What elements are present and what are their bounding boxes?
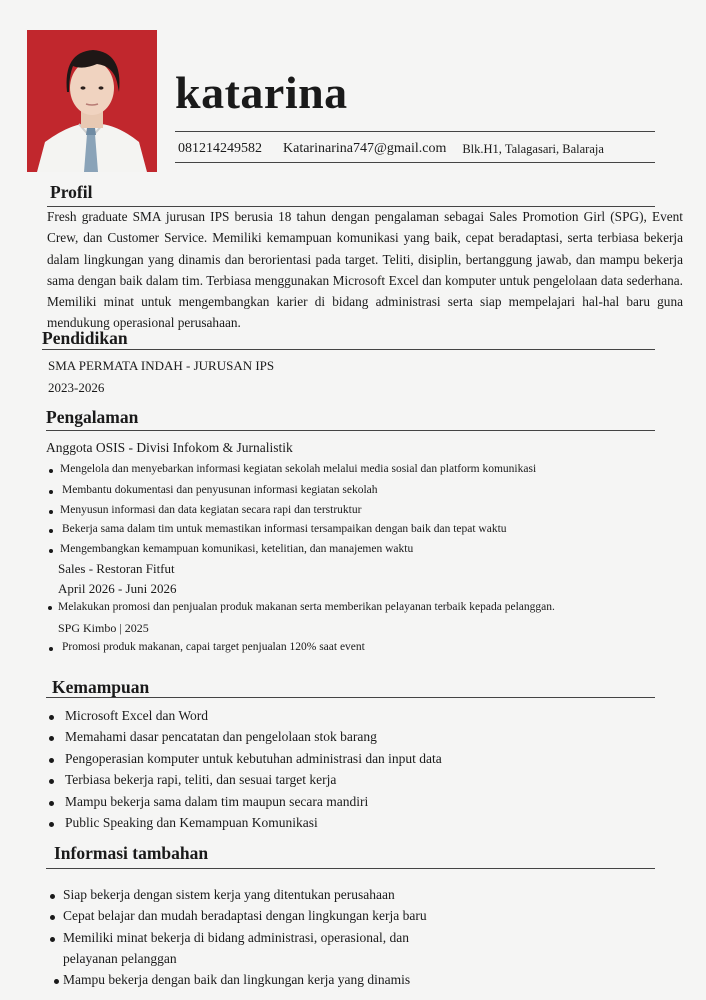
sales-role-period: April 2026 - Juni 2026 <box>58 581 177 596</box>
bullet-icon <box>49 469 53 473</box>
osis-item: Bekerja sama dalam tim untuk memastikan informasi tersampaikan dengan baik dan tepat waktu <box>62 523 507 535</box>
bullet-icon <box>49 510 53 514</box>
bullet-icon <box>49 822 54 827</box>
bullet-icon <box>49 758 54 763</box>
bullet-icon <box>50 915 55 920</box>
info-item: Cepat belajar dan mudah beradaptasi dengan lingkungan kerja baru <box>63 908 427 923</box>
bullet-icon <box>49 529 53 533</box>
kemampuan-heading: Kemampuan <box>52 677 150 697</box>
bullet-icon <box>49 779 54 784</box>
bullet-icon <box>54 979 59 984</box>
header-divider-top <box>175 131 655 132</box>
sales-item: Melakukan promosi dan penjualan produk makanan serta memberikan pelayanan terbaik kepada pelanggan. <box>58 601 555 613</box>
bullet-icon <box>49 549 53 553</box>
informasi-heading: Informasi tambahan <box>54 843 209 863</box>
osis-item: Mengembangkan kemampuan komunikasi, ketelitian, dan manajemen waktu <box>60 543 414 555</box>
profile-photo <box>27 30 157 172</box>
sales-role-title: Sales - Restoran Fitfut <box>58 561 175 576</box>
kemampuan-divider <box>46 697 655 698</box>
info-item-continued: pelayanan pelanggan <box>63 951 177 966</box>
pengalaman-heading: Pengalaman <box>46 407 139 427</box>
school-years: 2023-2026 <box>48 380 105 395</box>
osis-role-title: Anggota OSIS - Divisi Infokom & Jurnalistik <box>46 440 293 455</box>
info-item: Siap bekerja dengan sistem kerja yang ditentukan perusahaan <box>63 887 395 902</box>
skill-item: Terbiasa bekerja rapi, teliti, dan sesuai target kerja <box>65 772 337 787</box>
header-divider-bottom <box>175 162 655 163</box>
informasi-divider <box>46 868 655 869</box>
contact-info <box>178 141 658 157</box>
osis-item: Mengelola dan menyebarkan informasi kegiatan sekolah melalui media sosial dan platform komunikasi <box>60 463 537 475</box>
osis-item: Menyusun informasi dan data kegiatan secara rapi dan terstruktur <box>60 504 362 516</box>
candidate-name: katarina <box>175 67 348 118</box>
bullet-icon <box>49 736 54 741</box>
pendidikan-divider <box>42 349 655 350</box>
bullet-icon <box>49 715 54 720</box>
spg-role-title: SPG Kimbo | 2025 <box>58 621 149 635</box>
info-item: Memiliki minat bekerja di bidang administrasi, operasional, dan <box>63 930 410 945</box>
profil-summary: Fresh graduate SMA jurusan IPS berusia 18 tahun dengan pengalaman sebagai Sales Promotion Girl (SPG), Event Crew, dan Customer Service. Memiliki kemampuan komunikasi yang baik, cepat beradaptasi, serta terbiasa bekerja dalam lingkungan yang dinamis dan berorientasi pada target. Teliti, disiplin, bertanggung jawab, dan mampu bekerja sama dengan baik dalam tim. Terbiasa menggunakan Microsoft Excel dan komputer untuk pengelolaan data sederhana. Memiliki minat untuk mengembangkan karier di bidang administrasi serta siap mempelajari hal-hal baru guna mendukung operasional perusahaan. <box>47 209 683 331</box>
phone-number: 081214249582 <box>178 141 262 156</box>
pendidikan-heading: Pendidikan <box>42 328 128 348</box>
bullet-icon <box>49 647 53 651</box>
skill-item: Mampu bekerja sama dalam tim maupun secara mandiri <box>65 794 369 809</box>
profil-heading: Profil <box>50 182 93 202</box>
skill-item: Public Speaking dan Kemampuan Komunikasi <box>65 815 318 830</box>
email-address: Katarinarina747@gmail.com <box>283 141 447 156</box>
skill-item: Pengoperasian komputer untuk kebutuhan administrasi dan input data <box>65 751 442 766</box>
spg-item: Promosi produk makanan, capai target penjualan 120% saat event <box>62 641 365 653</box>
bullet-icon <box>49 801 54 806</box>
skill-item: Memahami dasar pencatatan dan pengelolaan stok barang <box>65 729 377 744</box>
info-item: Mampu bekerja dengan baik dan lingkungan kerja yang dinamis <box>63 972 411 987</box>
school-name: SMA PERMATA INDAH - JURUSAN IPS <box>48 358 275 373</box>
home-address: Blk.H1, Talagasari, Balaraja <box>462 142 604 156</box>
skill-item: Microsoft Excel dan Word <box>65 708 209 723</box>
bullet-icon <box>50 937 55 942</box>
portrait-illustration <box>27 30 157 172</box>
bullet-icon <box>50 894 55 899</box>
pengalaman-divider <box>46 430 655 431</box>
osis-item: Membantu dokumentasi dan penyusunan informasi kegiatan sekolah <box>62 484 378 496</box>
bullet-icon <box>48 606 52 610</box>
bullet-icon <box>49 490 53 494</box>
